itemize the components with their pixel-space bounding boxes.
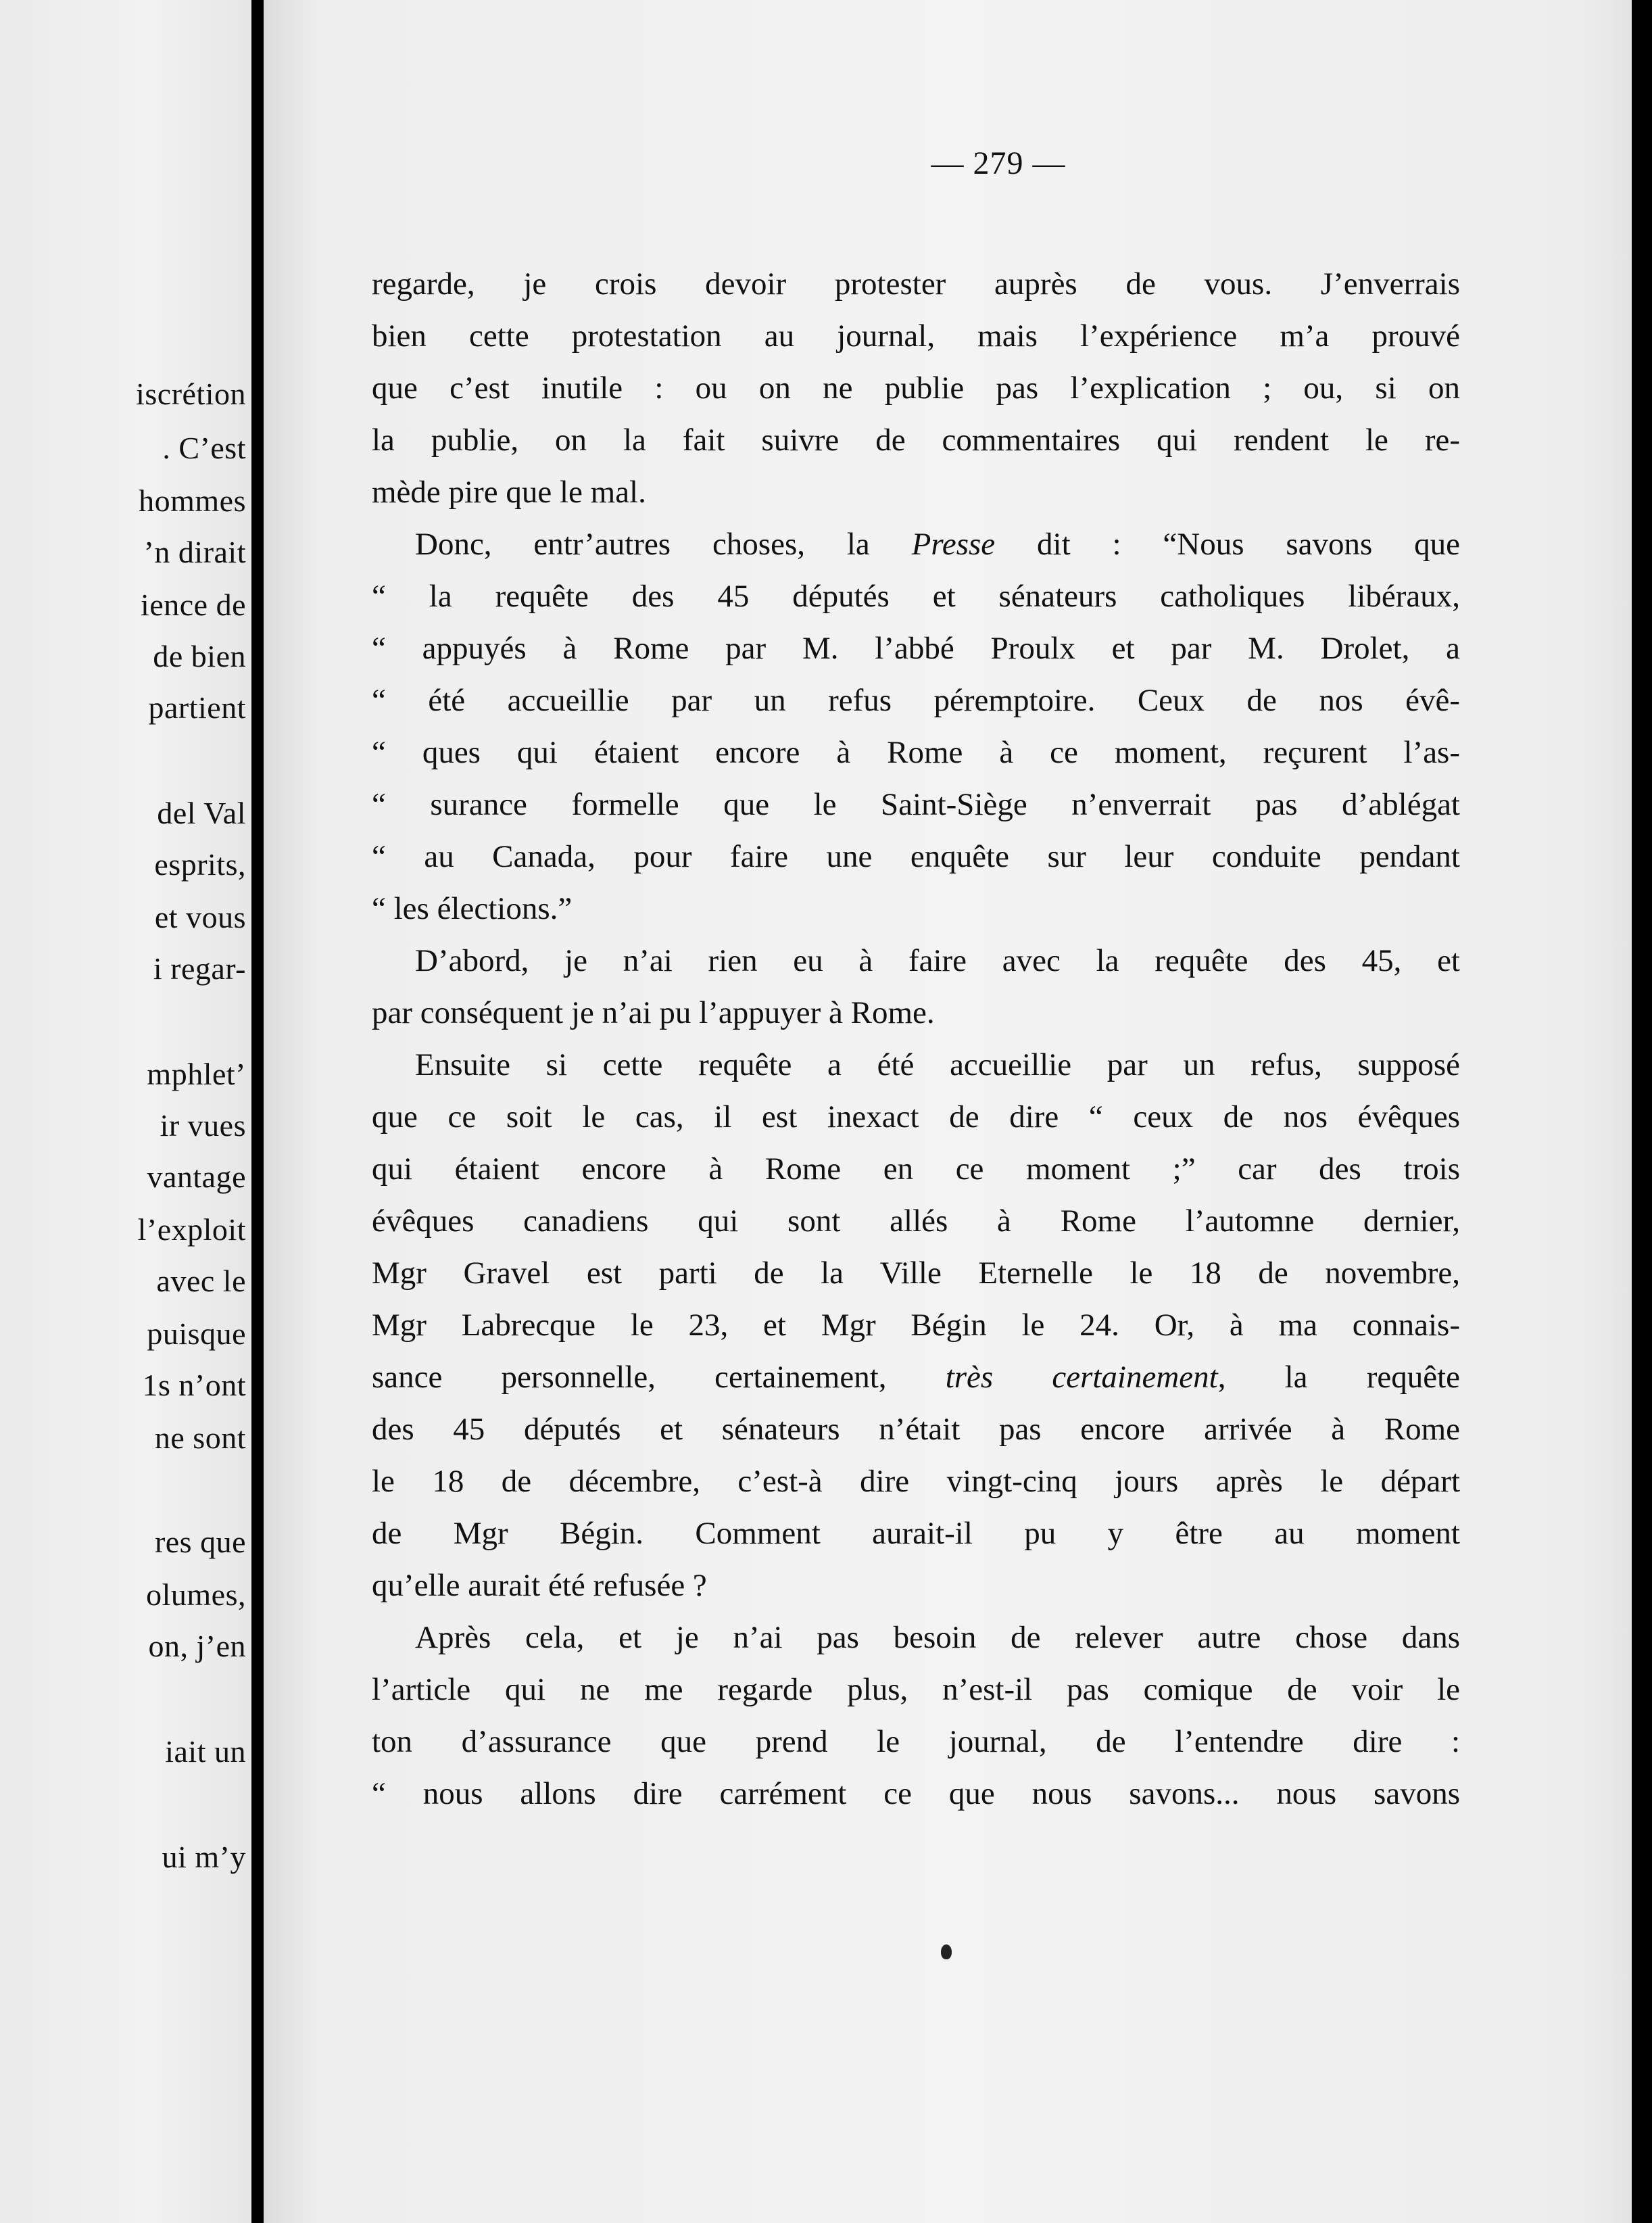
page-number: — 279 —: [931, 145, 1066, 181]
text-line: évêques canadiens qui sont allés à Rome l’automne dernier,: [372, 1203, 1460, 1239]
text-line: qu’elle aurait été refusée ?: [372, 1568, 707, 1603]
left-page-line-fragment: i regar-: [153, 951, 246, 986]
text-line: que c’est inutile : ou on ne publie pas l’explication ; ou, si on: [372, 370, 1460, 406]
text-line: Donc, entr’autres choses, la Presse dit : “Nous savons que: [415, 527, 1460, 562]
text-line: Après cela, et je n’ai pas besoin de relever autre chose dans: [415, 1620, 1460, 1655]
text-line: bien cette protestation au journal, mais l’expérience m’a prouvé: [372, 318, 1460, 354]
text-line: “ été accueillie par un refus péremptoire. Ceux de nos évê-: [372, 683, 1460, 718]
text-line: “ surance formelle que le Saint-Siège n’enverrait pas d’ablégat: [372, 787, 1460, 822]
left-page-line-fragment: ir vues: [160, 1108, 246, 1143]
left-page-line-fragment: iait un: [165, 1734, 246, 1769]
left-page-line-fragment: 1s n’ont: [142, 1368, 246, 1402]
left-page-line-fragment: et vous: [154, 900, 246, 934]
left-page-line-fragment: l’exploit: [137, 1212, 246, 1247]
left-page-fragment: [0, 0, 251, 2223]
text-line: “ la requête des 45 députés et sénateurs catholiques libéraux,: [372, 579, 1460, 614]
text-line: Ensuite si cette requête a été accueillie par un refus, supposé: [415, 1047, 1460, 1082]
text-line: qui étaient encore à Rome en ce moment ;” car des trois: [372, 1151, 1460, 1187]
body-text: [372, 258, 1460, 1820]
text-line: des 45 députés et sénateurs n’était pas encore arrivée à Rome: [372, 1412, 1460, 1447]
left-page-line-fragment: ’n dirait: [143, 535, 246, 569]
text-line: “ nous allons dire carrément ce que nous savons... nous savons: [372, 1776, 1460, 1811]
right-page: [264, 0, 1652, 2223]
left-page-line-fragment: ne sont: [154, 1420, 246, 1455]
text-line: Mgr Labrecque le 23, et Mgr Bégin le 24. Or, à ma connais-: [372, 1308, 1460, 1343]
text-line: de Mgr Bégin. Comment aurait-il pu y être au moment: [372, 1516, 1460, 1551]
text-line: Mgr Gravel est parti de la Ville Eternelle le 18 de novembre,: [372, 1256, 1460, 1291]
text-line: “ au Canada, pour faire une enquête sur leur conduite pendant: [372, 839, 1460, 874]
left-page-line-fragment: . C’est: [162, 431, 246, 465]
text-line: D’abord, je n’ai rien eu à faire avec la requête des 45, et: [415, 943, 1460, 978]
left-page-line-fragment: ience de: [141, 588, 246, 622]
left-page-line-fragment: olumes,: [146, 1577, 246, 1612]
left-page-line-fragment: del Val: [157, 796, 246, 830]
text-line: le 18 de décembre, c’est-à dire vingt-cinq jours après le départ: [372, 1464, 1460, 1499]
left-page-line-fragment: res que: [154, 1525, 246, 1559]
left-page-line-fragment: esprits,: [154, 847, 246, 882]
left-page-line-fragment: avec le: [156, 1264, 246, 1298]
text-line: “ ques qui étaient encore à Rome à ce moment, reçurent l’as-: [372, 735, 1460, 770]
left-page-line-fragment: on, j’en: [148, 1629, 246, 1663]
scan-edge: [1632, 0, 1652, 2223]
text-line: “ les élections.”: [372, 891, 573, 926]
left-page-line-fragment: mphlet’: [147, 1057, 246, 1091]
ink-blot: [941, 1944, 952, 1959]
left-page-line-fragment: partient: [148, 690, 246, 725]
text-line: sance personnelle, certainement, très certainement, la requête: [372, 1360, 1460, 1395]
text-line: mède pire que le mal.: [372, 475, 646, 510]
text-line: regarde, je crois devoir protester auprès de vous. J’enverrais: [372, 266, 1460, 302]
text-line: l’article qui ne me regarde plus, n’est-il pas comique de voir le: [372, 1672, 1460, 1707]
text-line: “ appuyés à Rome par M. l’abbé Proulx et par M. Drolet, a: [372, 631, 1460, 666]
left-page-line-fragment: hommes: [139, 483, 246, 518]
left-page-line-fragment: puisque: [147, 1316, 246, 1351]
left-page-line-fragment: ui m’y: [162, 1840, 246, 1874]
text-line: la publie, on la fait suivre de commentaires qui rendent le re-: [372, 423, 1460, 458]
text-line: que ce soit le cas, il est inexact de dire “ ceux de nos évêques: [372, 1099, 1460, 1134]
left-page-line-fragment: de bien: [153, 639, 246, 673]
page-gutter: [251, 0, 264, 2223]
left-page-line-fragment: iscrétion: [136, 377, 246, 411]
text-line: par conséquent je n’ai pu l’appuyer à Rome.: [372, 995, 935, 1030]
left-page-line-fragment: vantage: [147, 1160, 246, 1194]
text-line: ton d’assurance que prend le journal, de l’entendre dire :: [372, 1724, 1460, 1759]
